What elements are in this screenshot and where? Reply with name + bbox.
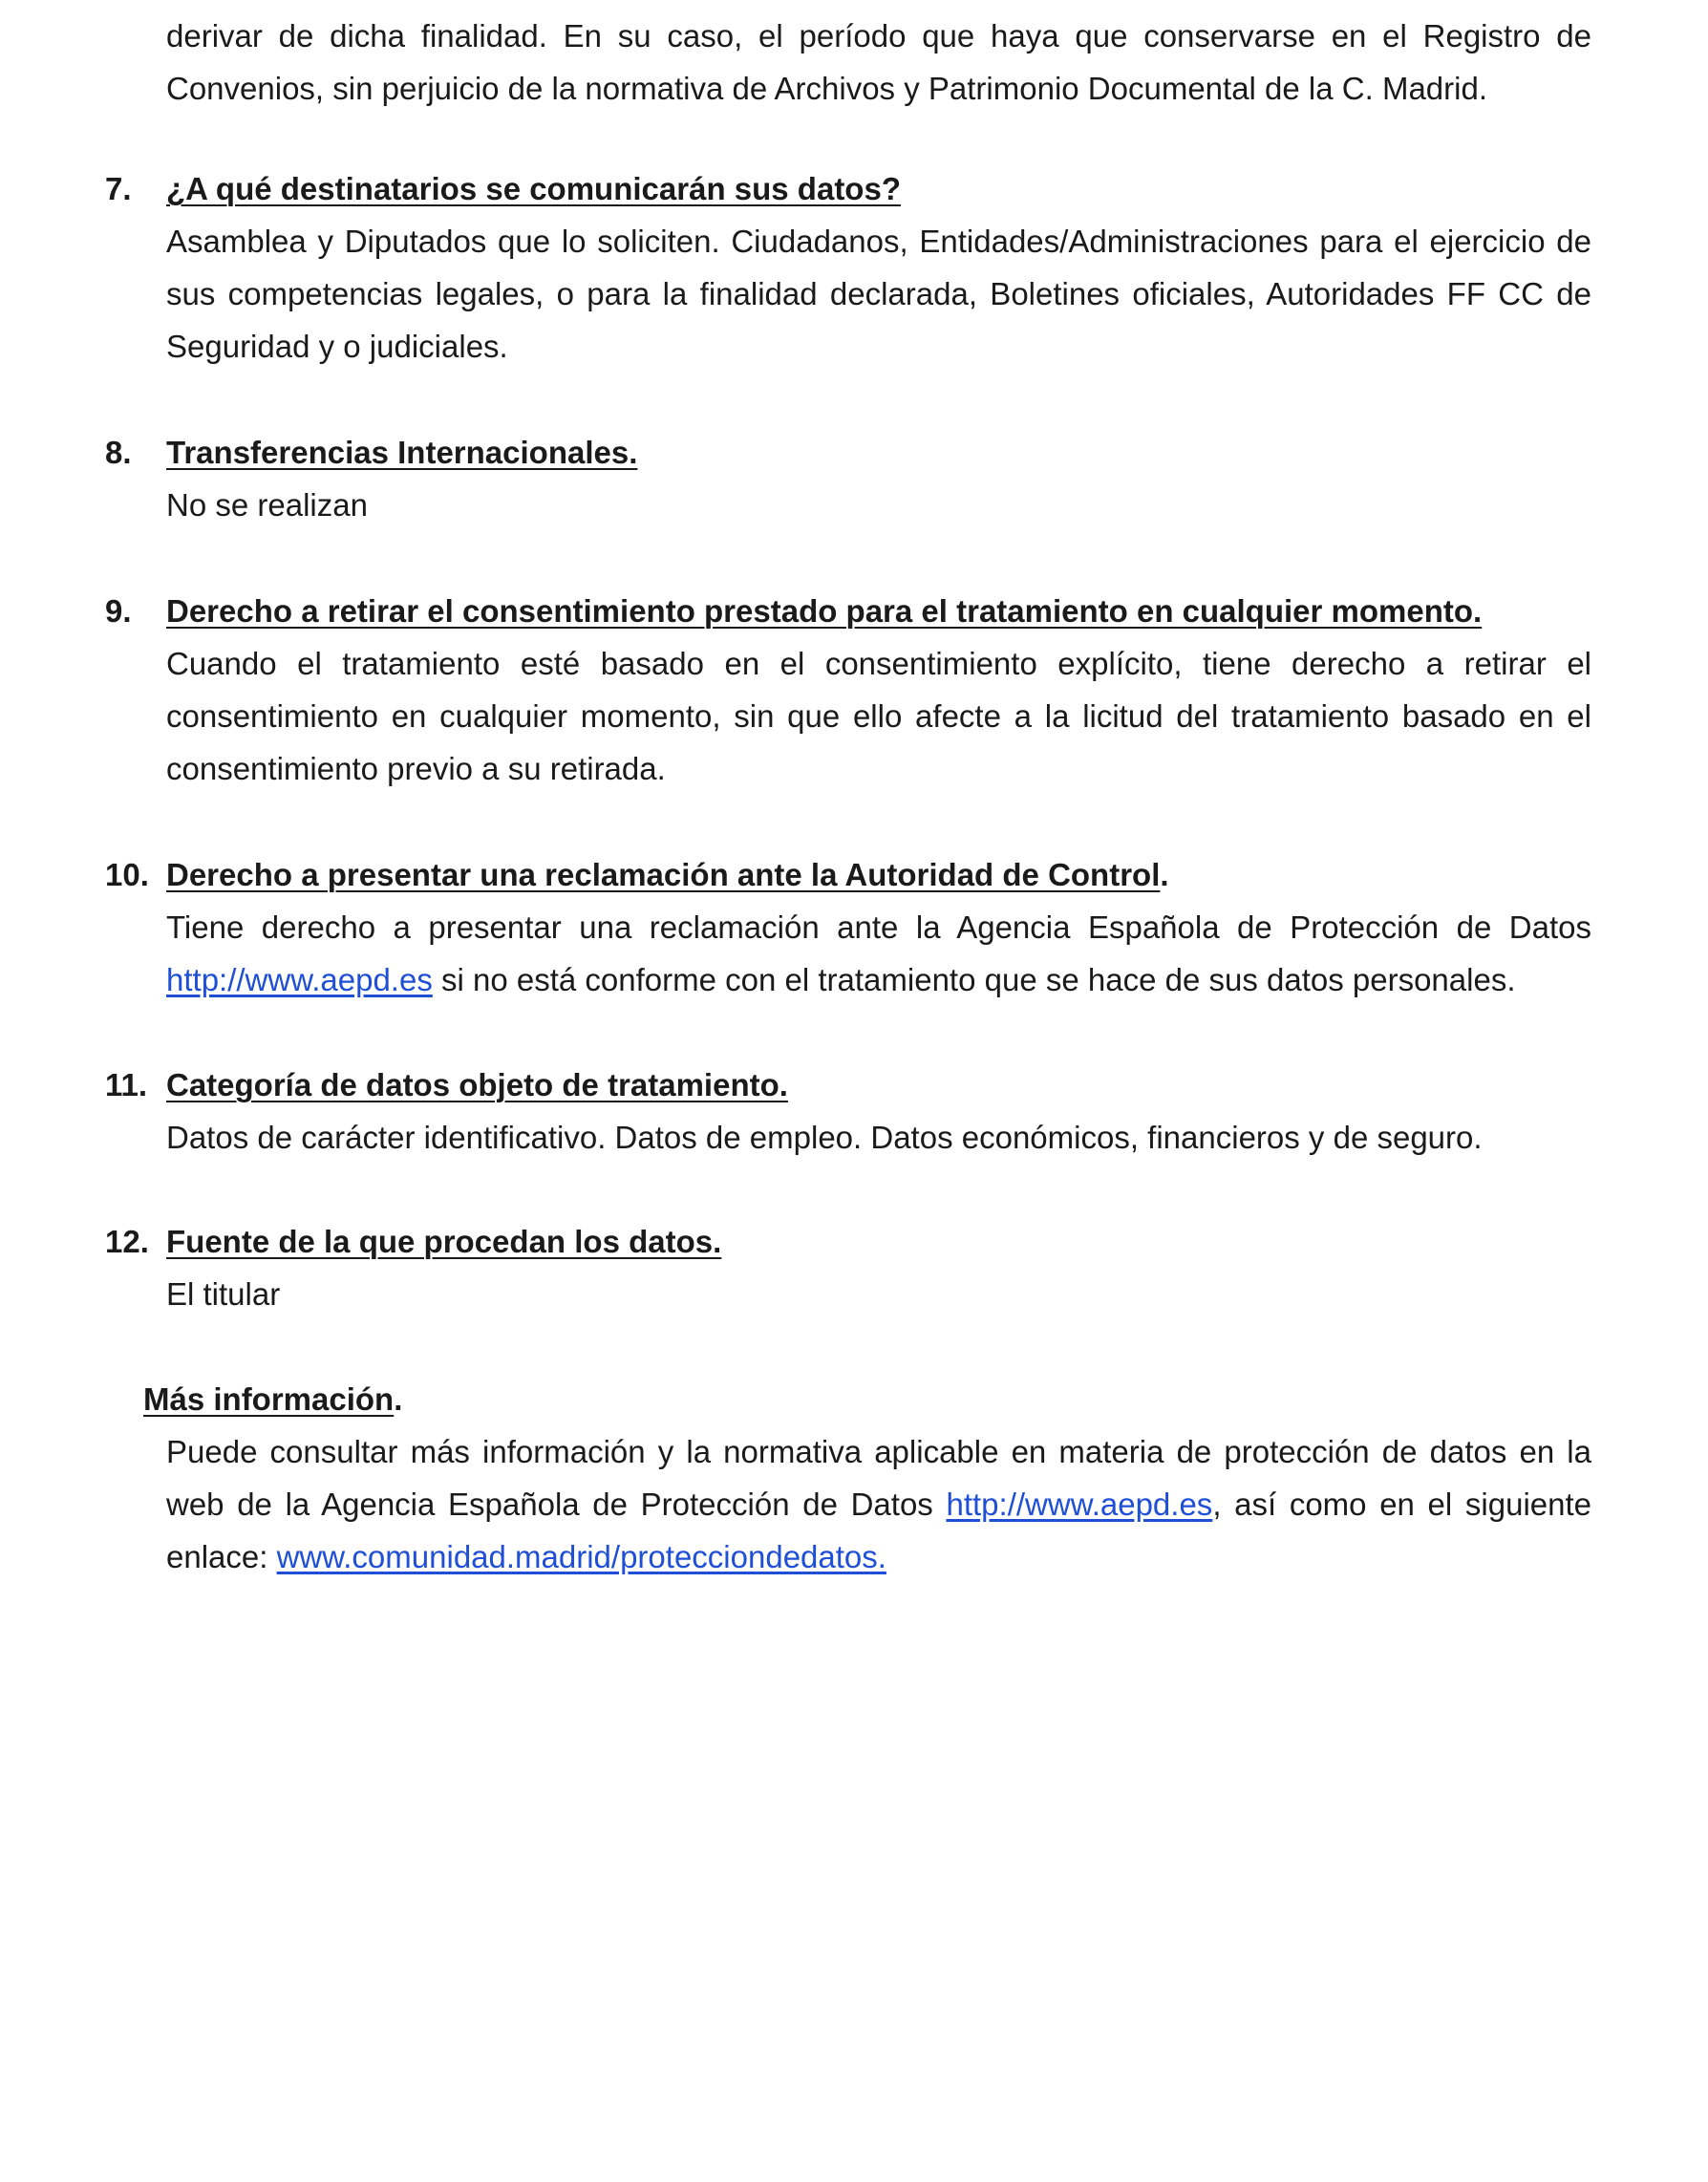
section-body: Datos de carácter identificativo. Datos de empleo. Datos económicos, financieros y de seguro. <box>166 1120 1483 1155</box>
section-title-suffix: . <box>1160 857 1169 892</box>
section-12 <box>105 1215 1591 1320</box>
section-number: 8. <box>105 435 132 470</box>
more-info-title: Más información <box>143 1381 395 1417</box>
aepd-link[interactable]: http://www.aepd.es <box>166 962 433 997</box>
section-body: El titular <box>166 1276 281 1312</box>
section-number: 12. <box>105 1224 149 1259</box>
section-number: 10. <box>105 857 149 892</box>
section-8 <box>105 426 1591 531</box>
section-9 <box>105 585 1591 795</box>
more-info-heading <box>143 1373 1591 1425</box>
section-7 <box>105 162 1591 373</box>
section-body: No se realizan <box>166 487 368 523</box>
section-heading <box>105 1215 1591 1268</box>
section-body-text: si no está conforme con el tratamiento que se hace de sus datos personales. <box>432 962 1516 997</box>
more-info-text: , así como en el siguiente enlace: <box>166 1487 1592 1574</box>
section-heading <box>105 1059 1591 1111</box>
section-heading <box>105 162 1591 215</box>
section-heading <box>105 585 1591 637</box>
section-body-text: Tiene derecho a presentar una reclamación ante la Agencia Española de Protección de Datos <box>166 909 1591 945</box>
more-info-text: Puede consultar más información y la normativa aplicable en materia de protección de datos en la web de la Agencia Española de Protección de Datos <box>166 1434 1591 1522</box>
section-heading <box>105 426 1591 479</box>
section-number: 9. <box>105 593 132 629</box>
section-body: Asamblea y Diputados que lo soliciten. Ciudadanos, Entidades/Administraciones para el ejercicio de sus competencias legales, o para la finalidad declarada, Boletines oficiales, Autoridades FF CC de Seguridad y o judiciales. <box>166 224 1591 364</box>
section-number: 7. <box>105 171 132 206</box>
section-body <box>166 901 1591 1006</box>
section-title: Fuente de la que procedan los datos. <box>166 1224 722 1259</box>
section-10 <box>105 848 1591 1006</box>
section-heading <box>105 848 1591 901</box>
more-info-title-suffix: . <box>394 1381 403 1417</box>
aepd-link[interactable]: http://www.aepd.es <box>946 1487 1213 1522</box>
section-body: Cuando el tratamiento esté basado en el consentimiento explícito, tiene derecho a retirar el consentimiento en cualquier momento, sin que ello afecte a la licitud del tratamiento basado en el consentimiento previo a su retirada. <box>166 646 1591 786</box>
more-info-body <box>166 1425 1591 1583</box>
section-title: Categoría de datos objeto de tratamiento. <box>166 1067 788 1102</box>
section-11 <box>105 1059 1591 1164</box>
section-number: 11. <box>105 1067 148 1102</box>
section-title: ¿A qué destinatarios se comunicarán sus datos? <box>166 171 901 206</box>
intro-paragraph: derivar de dicha finalidad. En su caso, el período que haya que conservarse en el Registro de Convenios, sin perjuicio de la normativa de Archivos y Patrimonio Documental de la C. Madrid. <box>166 18 1591 106</box>
section-title: Transferencias Internacionales. <box>166 435 638 470</box>
more-info-section <box>143 1373 1591 1583</box>
comunidad-madrid-link[interactable]: www.comunidad.madrid/protecciondedatos. <box>276 1539 886 1574</box>
section-title: Derecho a retirar el consentimiento prestado para el tratamiento en cualquier momento. <box>166 593 1483 629</box>
section-title: Derecho a presentar una reclamación ante la Autoridad de Control <box>166 857 1161 892</box>
